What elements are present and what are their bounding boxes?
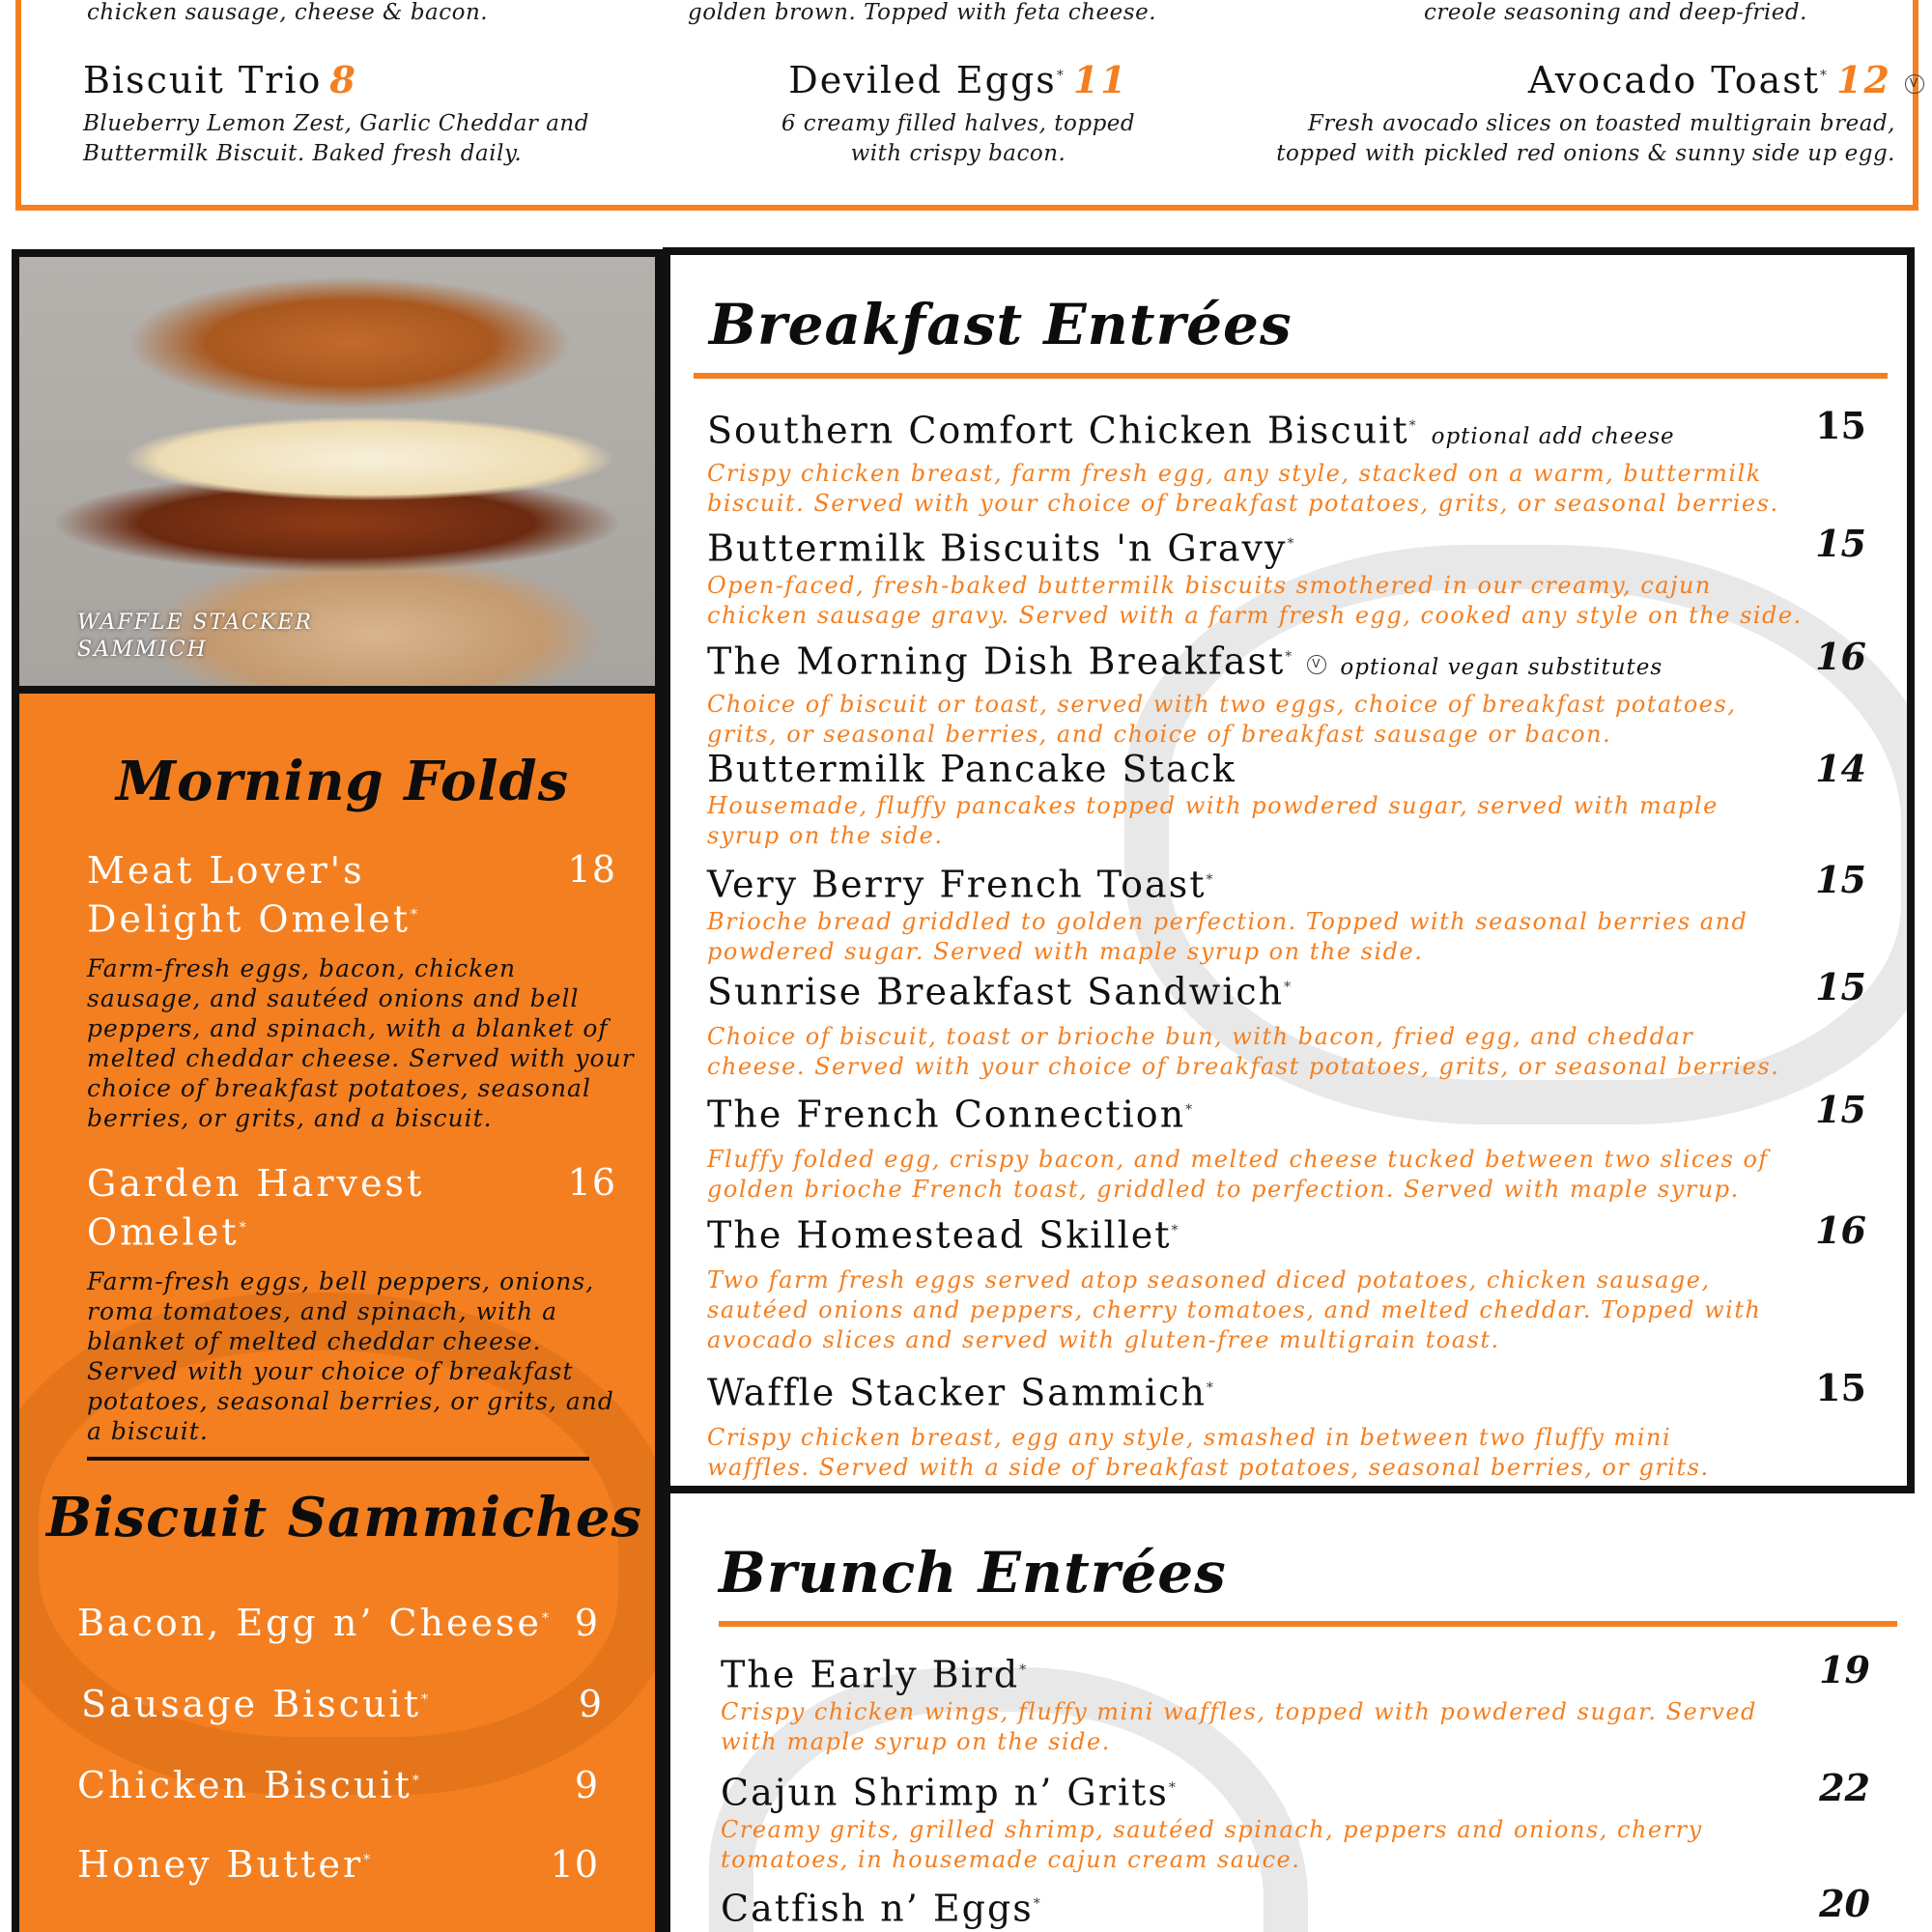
starter-item-biscuit-trio[interactable] — [83, 58, 701, 169]
brunch-entrees-section — [663, 1493, 1915, 1932]
menu-item-buttermilk-biscuits-gravy[interactable] — [707, 522, 1886, 631]
desc-line: waffles. Served with a side of breakfast potatoes, seasonal berries, or grits. — [707, 1453, 1710, 1481]
section-rule — [694, 373, 1888, 379]
item-name — [707, 965, 1886, 1014]
name-line: Garden Harvest — [87, 1162, 425, 1205]
section-rule — [719, 1621, 1897, 1627]
section-divider — [87, 1457, 589, 1461]
item-price: 9 — [574, 1602, 599, 1644]
item-price: 15 — [1815, 965, 1866, 1009]
desc-line: Brioche bread griddled to golden perfection. Topped with seasonal berries and — [707, 907, 1748, 935]
desc-line: avocado slices and served with gluten-free multigrain toast. — [707, 1325, 1500, 1353]
name-text: Sunrise Breakfast Sandwich — [707, 970, 1285, 1013]
desc-line: tomatoes, in housemade cajun cream sauce. — [721, 1845, 1301, 1873]
item-desc — [707, 1022, 1886, 1082]
item-name — [707, 522, 1886, 571]
desc-line: with maple syrup on the side. — [721, 1727, 1111, 1755]
item-name — [721, 1766, 1889, 1815]
asterisk-marker: * — [363, 1852, 374, 1868]
item-name: Sausage Biscuit — [81, 1683, 421, 1725]
item-price: 9 — [574, 1764, 599, 1806]
menu-item-sunrise-breakfast-sandwich[interactable] — [707, 965, 1886, 1082]
menu-item-buttermilk-pancake-stack[interactable] — [707, 747, 1886, 851]
item-price: 16 — [567, 1161, 616, 1204]
item-price: 19 — [1819, 1648, 1870, 1691]
menu-item-homestead-skillet[interactable] — [707, 1208, 1886, 1355]
asterisk-marker: * — [1056, 68, 1065, 84]
desc-line: Blueberry Lemon Zest, Garlic Cheddar and — [83, 111, 589, 136]
menu-item-bacon-egg-cheese[interactable] — [77, 1602, 618, 1644]
menu-item-garden-harvest-omelet[interactable] — [87, 1161, 638, 1446]
starter-desc-tail: chicken sausage, cheese & bacon. — [87, 0, 489, 25]
asterisk-marker: * — [239, 1220, 249, 1236]
item-price: 16 — [1815, 635, 1866, 678]
desc-line: Crispy chicken breast, egg any style, smashed in between two fluffy mini — [707, 1423, 1672, 1451]
asterisk-marker: * — [1206, 872, 1215, 888]
asterisk-marker: * — [1820, 68, 1830, 84]
asterisk-marker: * — [1019, 1662, 1029, 1678]
item-price: 18 — [567, 848, 616, 891]
orange-panel — [19, 694, 655, 1932]
item-name — [707, 1208, 1886, 1258]
desc-line: Fluffy folded egg, crispy bacon, and melted cheese tucked between two slices of — [707, 1145, 1769, 1173]
item-name — [87, 1161, 493, 1255]
starter-item-deviled-eggs[interactable] — [707, 58, 1209, 169]
starter-item-avocado-toast[interactable] — [1151, 58, 1924, 169]
starter-name: Biscuit Trio — [83, 59, 323, 101]
item-desc — [707, 1145, 1886, 1205]
item-price: 10 — [550, 1843, 599, 1886]
asterisk-marker: * — [1206, 1380, 1215, 1396]
item-price: 15 — [1815, 1088, 1866, 1131]
starter-desc-tail: creole seasoning and deep-fried. — [1424, 0, 1807, 25]
menu-item-morning-dish-breakfast[interactable] — [707, 635, 1886, 750]
desc-line: Buttermilk Biscuit. Baked fresh daily. — [83, 141, 523, 166]
asterisk-marker: * — [1185, 1102, 1195, 1118]
menu-item-french-connection[interactable] — [707, 1088, 1886, 1205]
asterisk-marker: * — [1284, 980, 1293, 995]
item-name — [707, 635, 1886, 690]
name-text: The Homestead Skillet — [707, 1213, 1172, 1257]
desc-line: sautéed onions and peppers, cherry tomatoes, and melted cheddar. Topped with — [707, 1295, 1762, 1323]
menu-item-honey-butter[interactable] — [77, 1843, 618, 1886]
desc-line: 6 creamy filled halves, topped — [781, 111, 1136, 136]
starter-name: Deviled Eggs — [788, 59, 1057, 101]
name-line: Delight Omelet — [87, 897, 411, 941]
item-name — [707, 1088, 1886, 1137]
menu-item-waffle-stacker-sammich[interactable] — [707, 1366, 1886, 1483]
section-title-breakfast-entrees: Breakfast Entrées — [709, 292, 1293, 357]
menu-item-chicken-biscuit[interactable] — [77, 1764, 618, 1806]
desc-line: Open-faced, fresh-baked buttermilk biscuits smothered in our creamy, cajun — [707, 571, 1712, 599]
name-line: Meat Lover's — [87, 849, 365, 892]
desc-line: Crispy chicken breast, farm fresh egg, any style, stacked on a warm, buttermilk — [707, 459, 1762, 487]
item-desc — [707, 459, 1886, 519]
starter-desc — [707, 109, 1209, 169]
item-desc — [707, 1423, 1886, 1483]
name-text: Very Berry French Toast — [707, 863, 1207, 906]
desc-line: Choice of biscuit, toast or brioche bun, with bacon, fried egg, and cheddar — [707, 1022, 1694, 1050]
asterisk-marker: * — [1287, 536, 1296, 552]
item-desc — [721, 1697, 1889, 1757]
starter-title — [707, 58, 1209, 101]
item-name: Bacon, Egg n’ Cheese — [77, 1602, 542, 1644]
asterisk-marker: * — [1171, 1223, 1180, 1238]
starters-section — [15, 0, 1918, 211]
item-name — [87, 848, 493, 942]
item-price: 16 — [1815, 1208, 1866, 1252]
name-text: The French Connection — [707, 1093, 1186, 1136]
name-text: Catfish n’ Eggs — [721, 1887, 1034, 1930]
item-desc — [707, 907, 1886, 967]
item-name — [721, 1648, 1889, 1697]
asterisk-marker: * — [1408, 418, 1418, 434]
vegan-icon: V — [1307, 655, 1326, 674]
item-price: 15 — [1815, 858, 1866, 901]
section-title-morning-folds: Morning Folds — [116, 750, 570, 813]
item-name — [707, 1366, 1886, 1415]
menu-item-meat-lovers-omelet[interactable] — [87, 848, 638, 1133]
left-column — [12, 249, 663, 1932]
asterisk-marker: * — [1168, 1780, 1178, 1796]
item-price: 20 — [1819, 1882, 1870, 1925]
desc-line: powdered sugar. Served with maple syrup on the side. — [707, 937, 1424, 965]
item-desc — [707, 571, 1886, 631]
section-title-brunch-entrees: Brunch Entrées — [719, 1540, 1227, 1605]
starter-desc — [1151, 109, 1924, 169]
name-text: The Early Bird — [721, 1653, 1020, 1696]
menu-item-catfish-eggs[interactable] — [721, 1882, 1889, 1931]
asterisk-marker: * — [1285, 649, 1294, 665]
menu-item-early-bird[interactable] — [721, 1648, 1889, 1757]
desc-line: Crispy chicken wings, fluffy mini waffles, topped with powdered sugar. Served — [721, 1697, 1757, 1725]
food-photo — [19, 257, 655, 686]
item-note: optional vegan substitutes — [1340, 654, 1663, 680]
item-desc — [707, 1265, 1886, 1355]
starter-price: 11 — [1072, 58, 1128, 101]
starter-price: 8 — [329, 58, 357, 101]
desc-line: Housemade, fluffy pancakes topped with powdered sugar, served with maple — [707, 792, 1719, 819]
desc-line: Creamy grits, grilled shrimp, sautéed spinach, peppers and onions, cherry — [721, 1815, 1703, 1843]
desc-line: Choice of biscuit or toast, served with two eggs, choice of breakfast potatoes, — [707, 690, 1737, 718]
caption-line: SAMMICH — [77, 638, 208, 662]
section-title-biscuit-sammiches: Biscuit Sammiches — [46, 1486, 643, 1549]
item-desc — [707, 791, 1886, 851]
asterisk-marker: * — [1033, 1896, 1042, 1912]
breakfast-entrees-section — [663, 247, 1915, 1493]
menu-item-very-berry-french-toast[interactable] — [707, 858, 1886, 967]
name-text: Cajun Shrimp n’ Grits — [721, 1771, 1169, 1814]
item-price: 22 — [1819, 1766, 1870, 1809]
name-text: Buttermilk Biscuits 'n Gravy — [707, 526, 1288, 570]
item-price: 15 — [1815, 404, 1866, 447]
item-note: optional add cheese — [1431, 423, 1675, 449]
item-desc: Farm-fresh eggs, bell peppers, onions, roma tomatoes, and spinach, with a blanket of melted cheddar cheese. Served with your choice of breakfast potatoes, seasonal berries, or grits, and a biscuit. — [87, 1266, 614, 1445]
menu-item-cajun-shrimp-grits[interactable] — [721, 1766, 1889, 1875]
desc-line: cheese. Served with your choice of breakfast potatoes, grits, or seasonal berries. — [707, 1052, 1780, 1080]
desc-line: biscuit. Served with your choice of breakfast potatoes, grits, or seasonal berries. — [707, 489, 1779, 517]
name-text: Buttermilk Pancake Stack — [707, 748, 1236, 790]
starter-name: Avocado Toast — [1527, 59, 1821, 101]
item-price: 9 — [578, 1683, 603, 1725]
vegan-icon: V — [1905, 74, 1924, 94]
item-name — [707, 747, 1886, 791]
desc-line: with crispy bacon. — [850, 141, 1066, 166]
name-line: Omelet — [87, 1210, 240, 1254]
desc-line: grits, or seasonal berries, and choice of breakfast sausage or bacon. — [707, 720, 1612, 748]
caption-line: WAFFLE STACKER — [77, 611, 313, 635]
desc-line: Two farm fresh eggs served atop seasoned diced potatoes, chicken sausage, — [707, 1265, 1711, 1293]
item-price: 14 — [1815, 747, 1866, 790]
name-text: Southern Comfort Chicken Biscuit — [707, 409, 1409, 452]
starter-desc-tail: golden brown. Topped with feta cheese. — [688, 0, 1157, 25]
starter-title — [83, 58, 701, 101]
item-desc: Farm-fresh eggs, bacon, chicken sausage, and sautéed onions and bell peppers, and spinach, with a blanket of melted cheddar cheese. Served with your choice of breakfast potatoes, seasonal berries, or grits, and a biscuit. — [87, 953, 635, 1132]
item-name — [721, 1882, 1889, 1931]
desc-line: golden brioche French toast, griddled to perfection. Served with maple syrup. — [707, 1175, 1740, 1203]
item-desc — [721, 1815, 1889, 1875]
menu-item-southern-comfort-chicken-biscuit[interactable] — [707, 404, 1886, 519]
desc-line: Fresh avocado slices on toasted multigrain bread, — [1307, 111, 1895, 136]
item-price: 15 — [1815, 522, 1866, 565]
item-desc — [707, 690, 1886, 750]
item-price: 15 — [1815, 1366, 1866, 1409]
asterisk-marker: * — [411, 907, 420, 923]
item-name — [707, 404, 1886, 459]
name-text: Waffle Stacker Sammich — [707, 1371, 1207, 1414]
starter-desc — [83, 109, 701, 169]
item-name: Honey Butter — [77, 1843, 364, 1886]
desc-line: syrup on the side. — [707, 822, 944, 849]
photo-caption — [77, 610, 313, 664]
asterisk-marker: * — [412, 1773, 422, 1789]
asterisk-marker: * — [542, 1610, 552, 1627]
menu-item-sausage-biscuit[interactable] — [81, 1683, 622, 1725]
starter-price: 12 — [1836, 58, 1891, 101]
asterisk-marker: * — [420, 1691, 431, 1708]
desc-line: topped with pickled red onions & sunny side up egg. — [1276, 141, 1895, 166]
item-name: Chicken Biscuit — [77, 1764, 412, 1806]
item-name — [707, 858, 1886, 907]
starter-title — [1151, 58, 1924, 101]
name-text: The Morning Dish Breakfast — [707, 639, 1286, 683]
desc-line: chicken sausage gravy. Served with a farm fresh egg, cooked any style on the side. — [707, 601, 1803, 629]
